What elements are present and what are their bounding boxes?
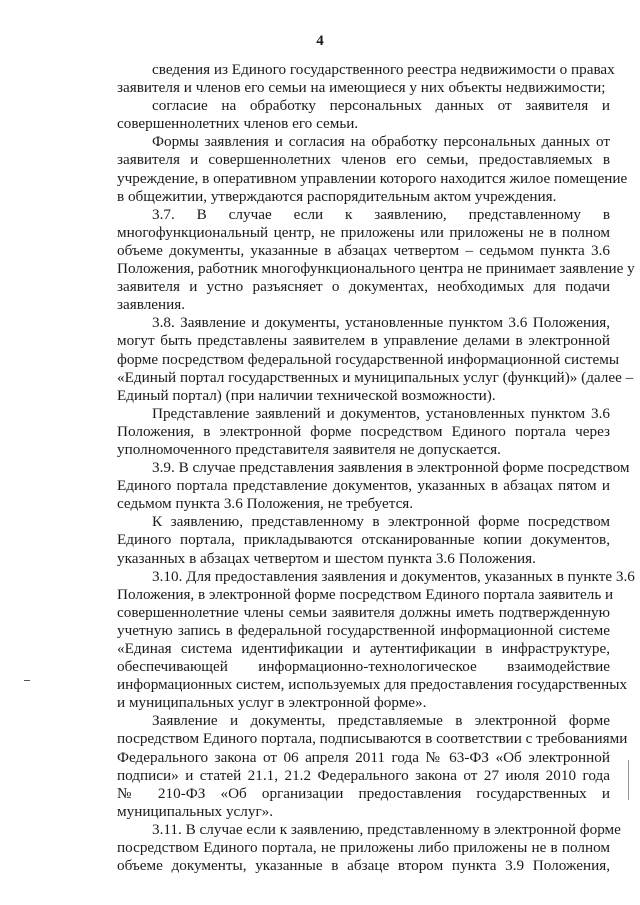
paragraph bbox=[117, 97, 610, 133]
paragraph bbox=[117, 567, 635, 713]
text-line: заявителя и устно разъясняет о документах, необходимых для подачи bbox=[117, 278, 610, 296]
text-line: заявления. bbox=[117, 296, 186, 314]
text-line: объеме документы, указанные в абзаце втором пункта 3.9 Положения, bbox=[117, 857, 610, 875]
paragraph bbox=[117, 405, 610, 459]
text-line: указанных в абзацах четвертом и шестом пункта 3.6 Положения. bbox=[117, 549, 536, 567]
text-line: Формы заявления и согласия на обработку персональных данных от bbox=[152, 133, 610, 151]
text-line: подписи» и статей 21.1, 21.2 Федерального закона от 27 июля 2010 года bbox=[117, 766, 610, 784]
text-line: в общежитии, утверждаются распорядительным актом учреждения. bbox=[117, 187, 557, 205]
text-line: могут быть представлены заявителем в управление делами в электронной bbox=[117, 332, 610, 350]
text-line: № 210-ФЗ «Об организации предоставления государственных и bbox=[117, 784, 610, 802]
paragraph bbox=[117, 712, 628, 821]
text-line: Единого портала, прикладываются отсканированные копии документов, bbox=[117, 531, 610, 549]
text-line: муниципальных услуг». bbox=[117, 802, 274, 820]
text-line: учреждение, в оперативном управлении которого находится жилое помещение bbox=[117, 169, 628, 187]
paragraph bbox=[117, 459, 630, 513]
paragraph bbox=[117, 133, 628, 205]
text-line: Положения, работник многофункционального центра не принимает заявление у bbox=[117, 260, 635, 278]
text-line: учетную запись в федеральной государственной информационной системе bbox=[117, 621, 610, 639]
text-line: 3.10. Для предоставления заявления и документов, указанных в пункте 3.6 bbox=[152, 567, 635, 585]
text-line: «Единый портал государственных и муниципальных услуг (функций)» (далее – bbox=[117, 368, 634, 386]
text-line: и муниципальных услуг в электронной форме». bbox=[117, 694, 427, 712]
text-line: посредством Единого портала, подписываются в соответствии с требованиями bbox=[117, 730, 628, 748]
text-line: многофункциональный центр, не приложены или приложены не в полном bbox=[117, 223, 610, 241]
paragraph bbox=[117, 820, 621, 875]
document-body bbox=[117, 61, 635, 875]
text-line: Положения, в электронной форме посредством Единого портала заявитель и bbox=[117, 585, 614, 603]
text-line: 3.9. В случае представления заявления в электронной форме посредством bbox=[152, 459, 630, 477]
text-line: Единого портала представление документов, указанных в абзацах пятом и bbox=[117, 477, 610, 495]
text-line: Положения, в электронной форме посредством Единого портала через bbox=[117, 422, 610, 440]
text-line: К заявлению, представленному в электронной форме посредством bbox=[152, 513, 610, 531]
paragraph bbox=[117, 314, 634, 404]
paragraph bbox=[117, 61, 615, 97]
text-line: информационных систем, используемых для предоставления государственных bbox=[117, 676, 628, 694]
text-line: совершеннолетние члены семьи заявителя должны иметь подтвержденную bbox=[117, 603, 610, 621]
text-line: 3.8. Заявление и документы, установленные пунктом 3.6 Положения, bbox=[152, 314, 610, 332]
paragraph bbox=[117, 513, 610, 567]
text-line: объеме документы, указанные в абзацах четвертом – седьмом пункта 3.6 bbox=[117, 241, 610, 259]
scan-mark bbox=[24, 680, 30, 681]
text-line: Единый портал) (при наличии технической возможности). bbox=[117, 386, 496, 404]
text-line: посредством Единого портала, не приложены либо приложены не в полном bbox=[117, 839, 610, 857]
page-number: 4 bbox=[316, 33, 324, 49]
text-line: совершеннолетних членов его семьи. bbox=[117, 115, 359, 133]
scan-mark bbox=[628, 760, 629, 800]
text-line: 3.7. В случае если к заявлению, представленному в bbox=[152, 205, 610, 223]
text-line: седьмом пункта 3.6 Положения, не требуется. bbox=[117, 495, 414, 513]
text-line: сведения из Единого государственного реестра недвижимости о правах bbox=[152, 61, 615, 78]
text-line: согласие на обработку персональных данных от заявителя и bbox=[152, 97, 610, 115]
text-line: «Единая система идентификации и аутентификации в инфраструктуре, bbox=[117, 640, 610, 657]
text-line: форме посредством федеральной государственной информационной системы bbox=[117, 350, 620, 368]
text-line: обеспечивающей информационно-технологическое взаимодействие bbox=[117, 658, 610, 676]
text-line: Представление заявлений и документов, установленных пунктом 3.6 bbox=[152, 404, 610, 422]
text-line: уполномоченного представителя заявителя не допускается. bbox=[117, 440, 501, 458]
text-line: Федерального закона от 06 апреля 2011 года № 63-ФЗ «Об электронной bbox=[117, 748, 610, 766]
paragraph bbox=[117, 205, 635, 315]
text-line: заявителя и членов его семьи на имеющиеся у них объекты недвижимости; bbox=[117, 79, 606, 97]
text-line: Заявление и документы, представляемые в электронной форме bbox=[152, 712, 610, 730]
text-line: 3.11. В случае если к заявлению, представленному в электронной форме bbox=[152, 820, 621, 838]
text-line: заявителя и совершеннолетних членов его семьи, предоставляемых в bbox=[117, 151, 610, 169]
